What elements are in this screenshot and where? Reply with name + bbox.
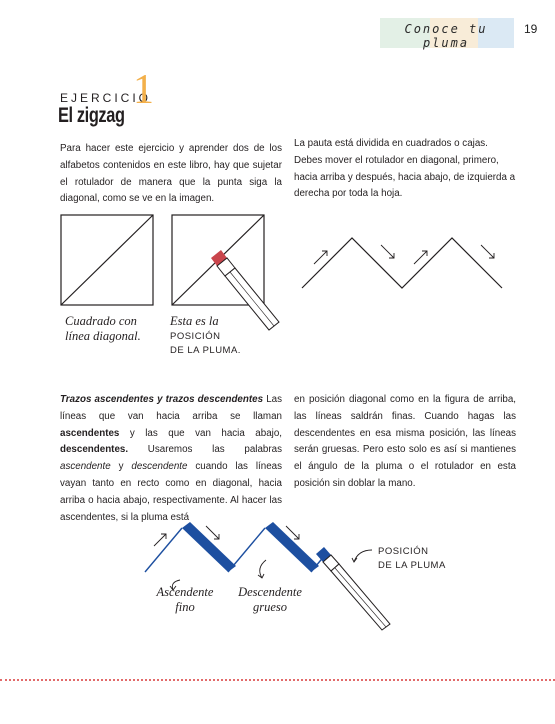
arrow-up-icon <box>314 251 327 264</box>
strokes-heading: Trazos ascendentes y trazos descendentes <box>60 394 264 405</box>
strokes-text-1: Las líneas que van hacia arriba se llaman <box>60 394 282 422</box>
footer-dotted-rule <box>0 679 555 681</box>
arrow-up-icon <box>154 534 166 546</box>
exercise-label: EJERCICIO <box>60 91 152 105</box>
zigzag-arrows-figure <box>300 228 515 298</box>
term-descendentes: descendentes. <box>60 444 129 456</box>
arrow-down-icon <box>381 245 394 258</box>
intro-paragraph: Para hacer este ejercicio y aprender dos de los alfabetos contenidos en este libro, hay que sujetar el rotulador de manera que la punta siga la diagonal, como se ve en la imagen. <box>60 143 282 205</box>
arrow-down-icon <box>481 245 494 258</box>
label-descendente-line2: grueso <box>252 600 288 614</box>
strokes-text-3: Usaremos las palabras <box>128 444 282 456</box>
strokes-paragraph <box>60 392 282 526</box>
label-descendente <box>225 585 315 615</box>
caption-pen-script: Esta es la <box>170 314 219 328</box>
label-pen-position <box>378 545 446 573</box>
label-pen-position-line2: DE LA PLUMA <box>378 560 446 571</box>
caption-square-line2: línea diagonal. <box>65 329 141 343</box>
page-number: 19 <box>524 22 538 36</box>
grid-instructions-paragraph: La pauta está dividida en cuadrados o cajas. Debes mover el rotulador en diagonal, primero, hacia arriba y después, hacia abajo, de izquierda a derecha por toda la hoja. <box>294 138 516 200</box>
term-ascendentes: ascendentes <box>60 427 120 439</box>
label-descendente-line1: Descendente <box>238 585 302 599</box>
running-title: Conoce tu pluma <box>404 22 488 50</box>
label-pen-position-line1: POSICIÓN <box>378 546 429 557</box>
pen-position-figure <box>171 214 281 330</box>
label-ascendente-line2: fino <box>175 600 195 614</box>
caption-square <box>65 314 141 344</box>
strokes-text-5: cuando las líneas vayan tanto en recto como en diagonal, hacia arriba o hacia abajo, respectivamente. Al hacer las ascendentes, si la pluma está <box>60 461 282 523</box>
arrow-down-icon <box>206 526 219 539</box>
term-ascendente: ascendente <box>60 461 111 473</box>
square-diagonal-figure <box>60 214 160 310</box>
arrow-up-icon <box>414 251 427 264</box>
strokes-paragraph-continued: en posición diagonal como en la figura de arriba, las líneas saldrán finas. Cuando hagas las descendentes en esa misma posición, las líneas serán gruesas. Pero esto solo es así si mantienes el ángulo de la pluma o el rotulador en esta posición sin doblar la mano. <box>294 394 516 489</box>
label-ascendente <box>145 585 225 615</box>
term-descendente: descendente <box>131 461 188 473</box>
exercise-title: El zigzag <box>58 104 125 127</box>
caption-pen-caps-line1: POSICIÓN <box>170 331 221 342</box>
strokes-text-4: y <box>110 461 132 473</box>
exercise-number: 1 <box>133 67 154 113</box>
strokes-text-2: y las que van hacia abajo, <box>119 427 282 439</box>
caption-pen-caps <box>170 330 241 358</box>
label-ascendente-line1: Ascendente <box>156 585 214 599</box>
pen-icon <box>211 250 279 330</box>
caption-pen-caps-line2: DE LA PLUMA. <box>170 345 241 356</box>
caption-square-line1: Cuadrado con <box>65 314 137 328</box>
